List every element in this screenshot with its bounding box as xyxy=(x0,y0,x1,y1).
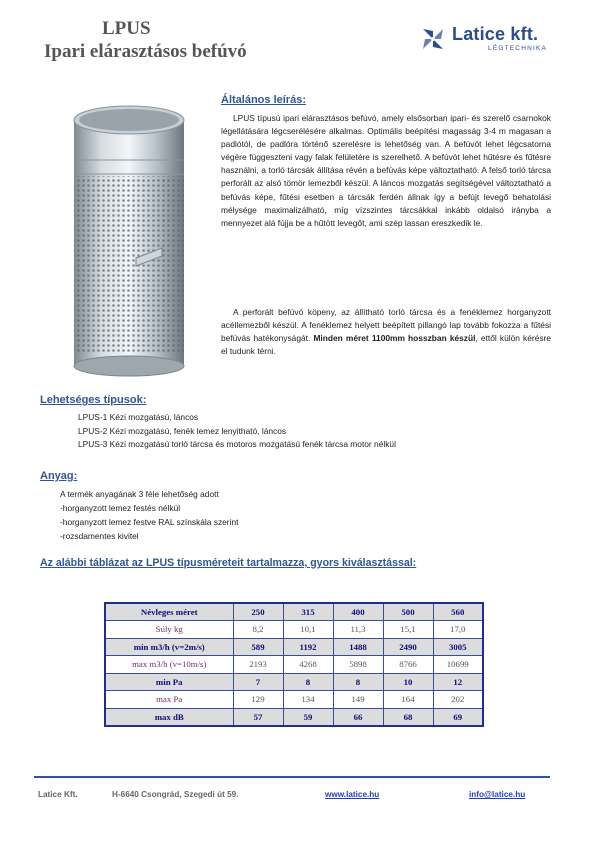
list-item: -horganyzott lemez festve RAL színskála szerint xyxy=(60,517,239,527)
table-row xyxy=(105,708,483,726)
footer-web-link[interactable]: www.latice.hu xyxy=(325,790,380,799)
perforated-cylinder-diffuser-photo xyxy=(66,98,192,380)
table-cell: 560 xyxy=(433,603,483,621)
table-cell: 66 xyxy=(333,708,383,726)
description-text-2a: A perforált befúvó köpeny, az állítható torló tárcsa és a fenéklemez horganyzott acéllemezből készül. A fenéklemez helyett beépített pillangó lap tovább fokozza a fűtési befúvás hatékonyságát. xyxy=(221,307,551,344)
table-cell: 1192 xyxy=(283,638,333,656)
table-cell: 164 xyxy=(383,691,433,709)
description-paragraph-2 xyxy=(221,306,551,358)
table-cell: 149 xyxy=(333,691,383,709)
table-cell: 5898 xyxy=(333,656,383,674)
table-cell: 10699 xyxy=(433,656,483,674)
table-cell: 8,2 xyxy=(233,621,283,639)
table-row xyxy=(105,621,483,639)
table-cell: 10,1 xyxy=(283,621,333,639)
table-cell: 59 xyxy=(283,708,333,726)
table-cell: 10 xyxy=(383,673,433,691)
logo-subtitle: LÉGTECHNIKA xyxy=(488,45,548,52)
table-cell: 17,0 xyxy=(433,621,483,639)
table-cell: 202 xyxy=(433,691,483,709)
table-cell: Súly kg xyxy=(105,621,233,639)
table-cell: min Pa xyxy=(105,673,233,691)
table-cell: max dB xyxy=(105,708,233,726)
footer-address: H-6640 Csongrád, Szegedi út 59. xyxy=(112,790,239,799)
table-cell: 500 xyxy=(383,603,433,621)
types-list xyxy=(78,411,396,452)
company-logo xyxy=(420,24,560,58)
list-item: A termék anyagának 3 féle lehetőség adott xyxy=(60,489,219,499)
footer-company: Latice Kft. xyxy=(38,790,78,799)
footer-divider xyxy=(34,776,550,778)
description-text-2-bold: Minden méret 1100mm hosszban készül xyxy=(313,333,476,344)
list-item: LPUS-2 Kézi mozgatású, fenék lemez lenyitható, láncos xyxy=(78,425,287,436)
size-table xyxy=(104,602,484,727)
table-cell: 8766 xyxy=(383,656,433,674)
table-cell: 68 xyxy=(383,708,433,726)
table-cell: 2490 xyxy=(383,638,433,656)
table-cell: 57 xyxy=(233,708,283,726)
table-cell: Névleges méret xyxy=(105,603,233,621)
table-cell: max Pa xyxy=(105,691,233,709)
table-cell: 7 xyxy=(233,673,283,691)
table-cell: 12 xyxy=(433,673,483,691)
table-cell: 589 xyxy=(233,638,283,656)
table-cell: 1488 xyxy=(333,638,383,656)
product-name: Ipari elárasztásos befúvó xyxy=(44,41,247,62)
product-code: LPUS xyxy=(102,18,151,39)
table-row xyxy=(105,656,483,674)
table-cell: 8 xyxy=(333,673,383,691)
description-text-1: LPUS típusú ipari elárasztásos befúvó, amely elsősorban ipari- és szerelő csarnokok légellátására légcserélésére alkalmas. Optimális beépítési magasság 3-4 m magasan a padlótól, de padlóra történő szerelésre is lehetőség van. A befúvót lehet légcsatorna végére függeszteni vagy falak felületére is szerelhető. A befúvót lehet hűtésre és fűtésre használni, a torló tárcsák állítása révén a befúvás képe változtatható. A felső torló tárcsa perforált az alsó tömör lemezből készül. A láncos mozgatás segítségével változtatható a befúvás képe, fűtési esetben a tárcsák ferdén állnak így a befújt levegő behatolási mélysége maximalizálható, míg vízszintes tárcsákkal inkább oldalsó irányba a mennyezet alá fújja be a hűtött levegőt, ami szép lassan ereszkedik le. xyxy=(221,113,551,228)
table-cell: 2193 xyxy=(233,656,283,674)
footer-email-link[interactable]: info@latice.hu xyxy=(469,790,526,799)
description-heading: Általános leírás: xyxy=(221,94,306,106)
logo-name: Latice kft. xyxy=(452,24,539,44)
types-heading: Lehetséges típusok: xyxy=(40,394,147,406)
fan-logo-icon xyxy=(420,26,446,52)
table-row xyxy=(105,638,483,656)
table-row xyxy=(105,603,483,621)
description-text-2b: , ettől külön kérésre el tudunk térni. xyxy=(221,333,551,357)
list-item: -horganyzott lemez festés nélkül xyxy=(60,503,181,513)
document-title xyxy=(44,18,247,64)
material-heading: Anyag: xyxy=(40,470,78,482)
table-row xyxy=(105,673,483,691)
table-cell: 134 xyxy=(283,691,333,709)
table-cell: 4268 xyxy=(283,656,333,674)
table-cell: 129 xyxy=(233,691,283,709)
table-cell: 8 xyxy=(283,673,333,691)
table-cell: max m3/h (v=10m/s) xyxy=(105,656,233,674)
table-row xyxy=(105,691,483,709)
table-cell: 400 xyxy=(333,603,383,621)
description-paragraph-1 xyxy=(221,112,551,230)
table-cell: 11,3 xyxy=(333,621,383,639)
list-item: -rozsdamentes kivitel xyxy=(60,531,139,541)
table-cell: 315 xyxy=(283,603,333,621)
material-list xyxy=(60,487,238,543)
table-cell: 250 xyxy=(233,603,283,621)
table-intro: Az alábbi táblázat az LPUS típusméreteit tartalmazza, gyors kiválasztással: xyxy=(40,557,417,569)
table-cell: 15,1 xyxy=(383,621,433,639)
list-item: LPUS-1 Kézi mozgatású, láncos xyxy=(78,412,199,422)
table-cell: 69 xyxy=(433,708,483,726)
list-item: LPUS-3 Kézi mozgatású torló tárcsa és motoros mozgatású fenék tárcsa motor nélkül xyxy=(78,439,396,449)
table-cell: 3005 xyxy=(433,638,483,656)
table-cell: min m3/h (v=2m/s) xyxy=(105,638,233,656)
